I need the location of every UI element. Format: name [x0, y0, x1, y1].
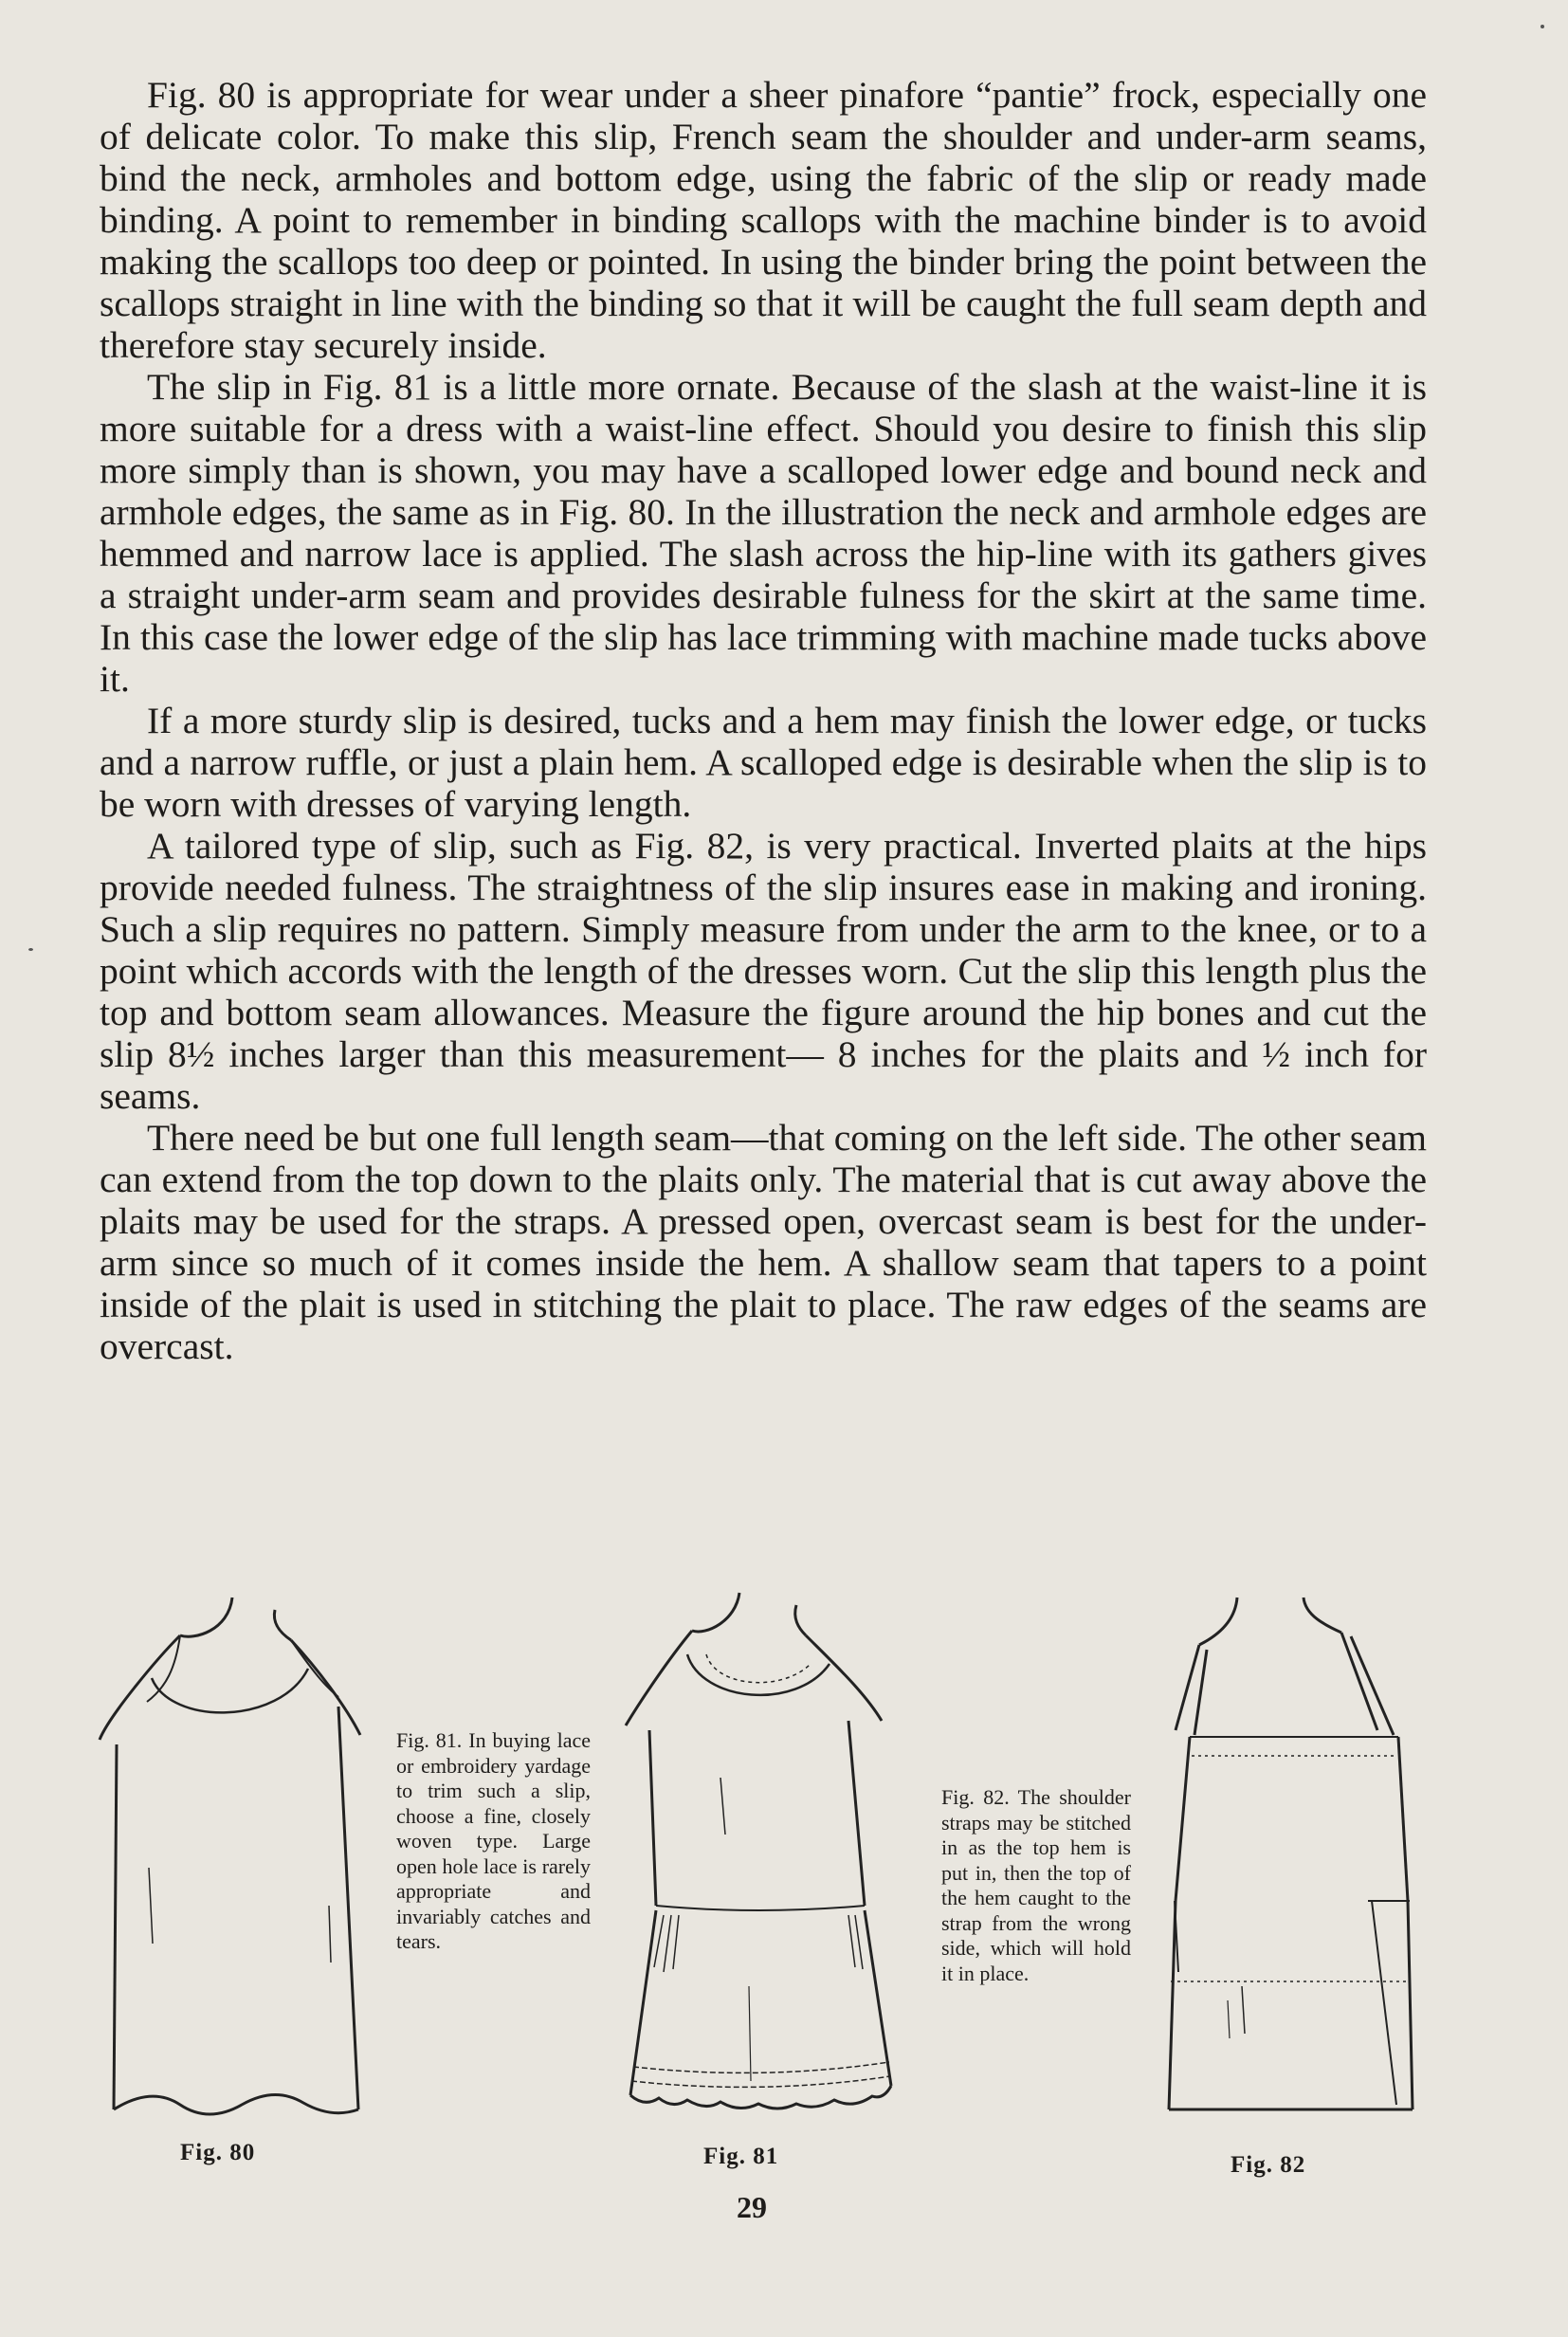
paragraph-fig82: A tailored type of slip, such as Fig. 82, is very practical. Inverted plaits at the hips provide needed fulness. The straightness of the slip insures ease in making and ironing. Such a slip requires no pattern. Simply measure from under the arm to the knee, or to a point which accords with the length of the dresses worn. Cut the slip this length plus the top and bottom seam allowances. Measure the figure around the hip bones and cut the slip 8½ inches larger than this measurement— 8 inches for the plaits and ½ inch for seams. — [100, 825, 1427, 1117]
fig81-label: Fig. 81 — [703, 2144, 779, 2169]
fig81-illustration — [616, 1588, 901, 2119]
paragraph-fig81: The slip in Fig. 81 is a little more ornate. Because of the slash at the waist-line it is more suitable for a dress with a waist-line effect. Should you desire to finish this slip more simply than is shown, you may have a scalloped lower edge and bound neck and armhole edges, the same as in Fig. 80. In the illustration the neck and armhole edges are hemmed and narrow lace is applied. The slash across the hip-line with its gathers gives a straight under-arm seam and provides desirable fulness for the skirt at the same time. In this case the lower edge of the slip has lace trimming with machine made tucks above it. — [100, 366, 1427, 700]
body-text — [100, 74, 1427, 1367]
paragraph-sturdy-slip: If a more sturdy slip is desired, tucks and a hem may finish the lower edge, or tucks and a narrow ruffle, or just a plain hem. A scalloped edge is desirable when the slip is to be worn with dresses of varying length. — [100, 700, 1427, 825]
paper-speck — [28, 948, 33, 951]
fig82-label: Fig. 82 — [1231, 2152, 1306, 2178]
fig81-caption: Fig. 81. In buying lace or embroidery yardage to trim such a slip, choose a fine, closely woven type. Large open hole lace is rarely appropriate and invariably catches and tears. — [396, 1728, 591, 1953]
paragraph-seams: There need be but one full length seam—that coming on the left side. The other seam can extend from the top down to the plaits only. The material that is cut away above the plaits may be used for the straps. A pressed open, overcast seam is best for the under-arm since so much of it comes inside the hem. A shallow seam that tapers to a point inside of the plait is used in stitching the plait to place. The raw edges of the seams are overcast. — [100, 1117, 1427, 1367]
paragraph-fig80: Fig. 80 is appropriate for wear under a sheer pinafore “pantie” frock, especially one of delicate color. To make this slip, French seam the shoulder and under-arm seams, bind the neck, armholes and bottom edge, using the fabric of the slip or ready made binding. A point to remember in binding scallops with the machine binder is to avoid making the scallops too deep or pointed. In using the binder bring the point between the scallops straight in line with the binding so that it will be caught the full seam depth and therefore stay securely inside. — [100, 74, 1427, 366]
paper-speck — [1541, 25, 1544, 28]
fig82-caption: Fig. 82. The shoulder straps may be stitched in as the top hem is put in, then the top of the hem caught to the strap from the wrong side, which will hold it in place. — [941, 1785, 1131, 1985]
fig80-illustration — [90, 1583, 374, 2124]
fig82-illustration — [1161, 1593, 1431, 2124]
fig80-label: Fig. 80 — [180, 2140, 256, 2165]
page-number: 29 — [737, 2190, 767, 2224]
